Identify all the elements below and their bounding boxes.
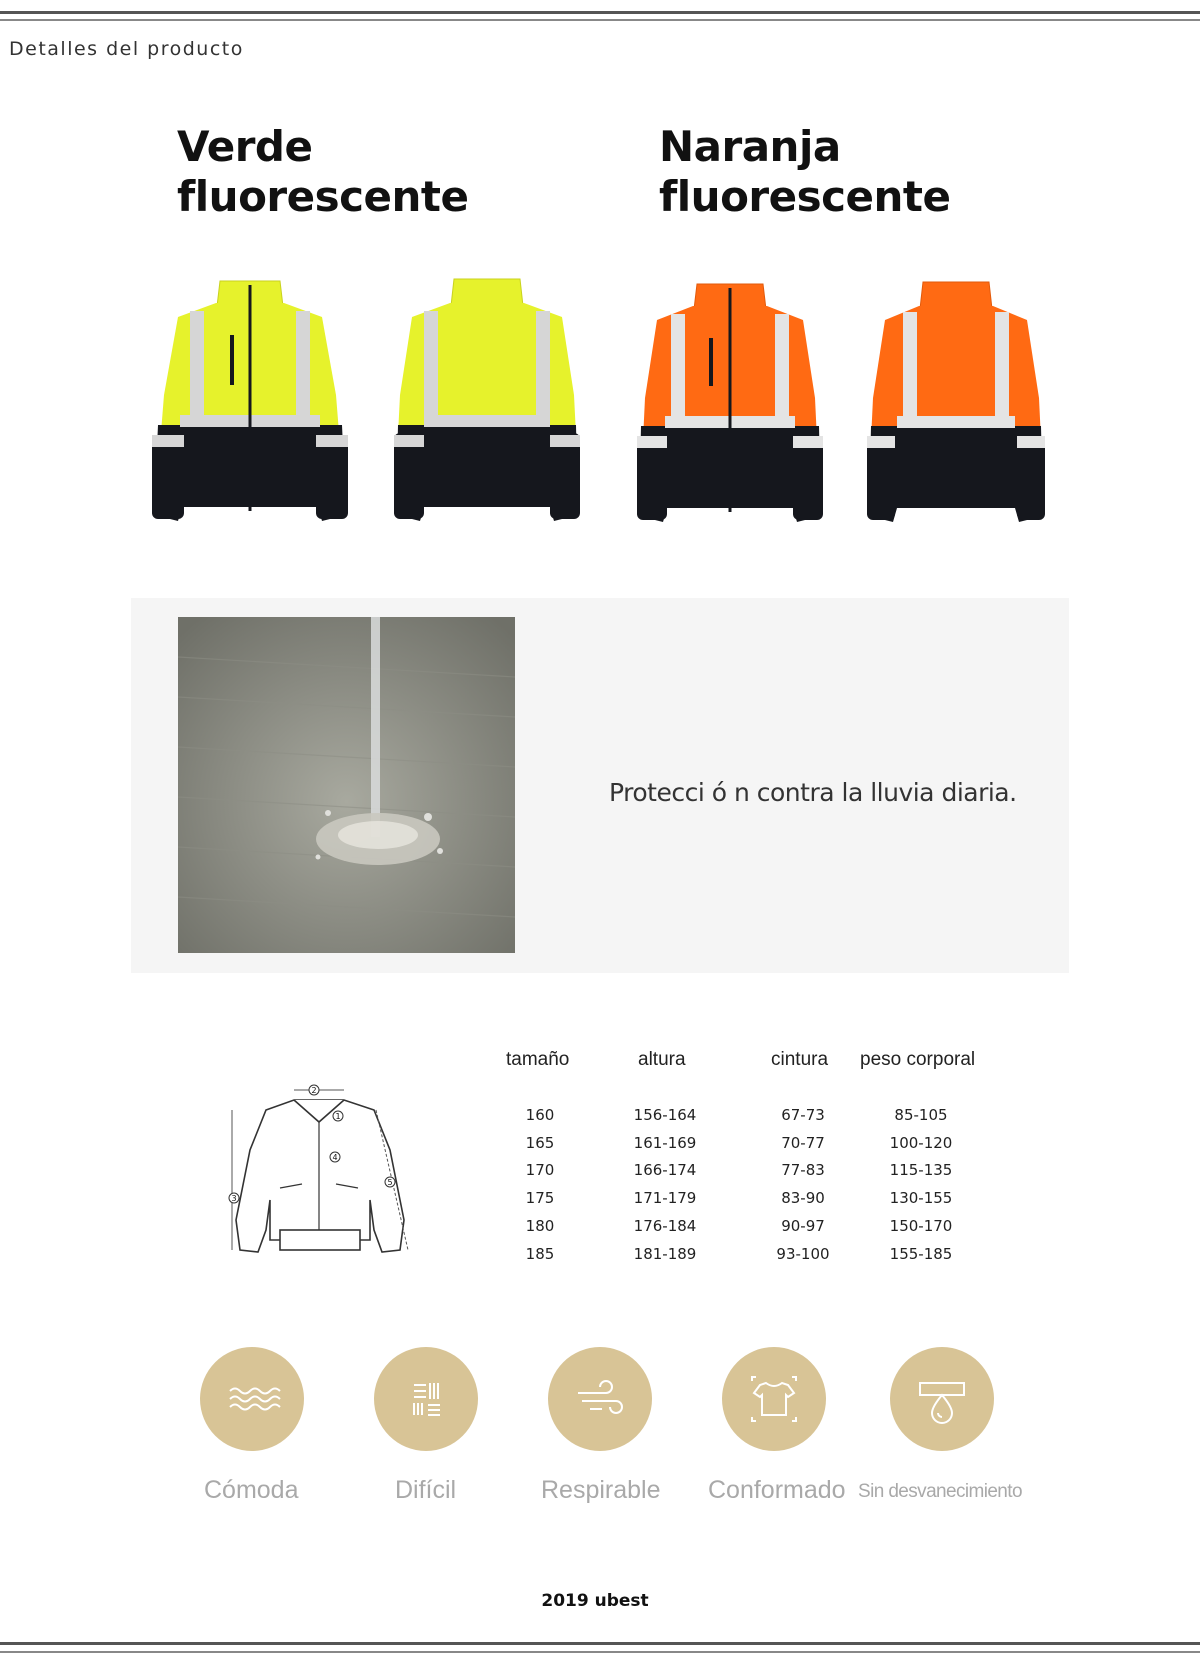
- wind-icon: [548, 1347, 652, 1451]
- feature-label-comfortable: Cómoda: [204, 1476, 299, 1504]
- bottom-rule: [0, 1642, 1200, 1645]
- waist-cell: 70-77: [781, 1134, 825, 1152]
- waist-cell: 93-100: [776, 1245, 830, 1263]
- height-cell: 181-189: [633, 1245, 697, 1263]
- top-rule-thin: [0, 19, 1200, 21]
- green-jacket-back-image: [392, 275, 582, 535]
- water-drop-icon: [890, 1347, 994, 1451]
- size-cell: 160: [525, 1106, 555, 1124]
- diagram-marker-1-label: 1: [335, 1112, 341, 1121]
- fabric-grid-icon: [374, 1347, 478, 1451]
- variant-title-orange: [659, 122, 950, 222]
- height-cell: 156-164: [633, 1106, 697, 1124]
- waves-icon: [200, 1347, 304, 1451]
- water-repellent-fabric-image: [178, 617, 515, 953]
- footer-copyright: 2019 ubest: [541, 1591, 649, 1611]
- size-cell: 175: [525, 1189, 555, 1207]
- feature-label-breathable: Respirable: [541, 1476, 661, 1504]
- waist-cell: 90-97: [781, 1217, 825, 1235]
- weight-cell: 155-185: [889, 1245, 953, 1263]
- diagram-marker-2-label: 2: [311, 1086, 317, 1095]
- variant-title-orange-line1: Naranja: [659, 122, 841, 171]
- weight-cell: 85-105: [894, 1106, 948, 1124]
- size-cell: 185: [525, 1245, 555, 1263]
- height-cell: 171-179: [633, 1189, 697, 1207]
- variant-title-green-line1: Verde: [177, 122, 313, 171]
- size-cell: 165: [525, 1134, 555, 1152]
- feature-no-fading: [890, 1347, 994, 1451]
- weight-cell: 130-155: [889, 1189, 953, 1207]
- feature-label-tough: Difícil: [395, 1476, 457, 1504]
- rain-protection-text: Protecci ó n contra la lluvia diaria.: [609, 778, 1017, 807]
- diagram-marker-5-label: 5: [387, 1178, 393, 1187]
- size-table-header-size: tamaño: [506, 1049, 570, 1070]
- height-cell: 161-169: [633, 1134, 697, 1152]
- size-table-header-waist: cintura: [771, 1049, 829, 1070]
- diagram-marker-4-label: 4: [332, 1153, 338, 1162]
- variant-title-orange-line2: fluorescente: [659, 172, 951, 221]
- green-jacket-front-image: [150, 275, 350, 535]
- orange-jacket-front-image: [635, 280, 825, 536]
- weight-cell: 150-170: [889, 1217, 953, 1235]
- orange-jacket-back-image: [867, 280, 1045, 536]
- waist-cell: 83-90: [781, 1189, 825, 1207]
- weight-cell: 115-135: [889, 1161, 953, 1179]
- size-table-header-weight: peso corporal: [860, 1049, 976, 1070]
- size-cell: 180: [525, 1217, 555, 1235]
- feature-label-no-fading: Sin desvanecimiento: [858, 1481, 1022, 1502]
- diagram-marker-3-label: 3: [231, 1194, 237, 1203]
- feature-label-fitted: Conformado: [708, 1476, 846, 1504]
- bottom-rule-thin: [0, 1651, 1200, 1653]
- top-rule: [0, 11, 1200, 14]
- size-table-header-height: altura: [638, 1049, 686, 1070]
- feature-breathable: [548, 1347, 652, 1451]
- feature-tough: [374, 1347, 478, 1451]
- weight-cell: 100-120: [889, 1134, 953, 1152]
- size-cell: 170: [525, 1161, 555, 1179]
- page-section-title: Detalles del producto: [9, 38, 244, 60]
- shirt-icon: [722, 1347, 826, 1451]
- feature-comfortable: [200, 1347, 304, 1451]
- waist-cell: 67-73: [781, 1106, 825, 1124]
- waist-cell: 77-83: [781, 1161, 825, 1179]
- height-cell: 176-184: [633, 1217, 697, 1235]
- feature-fitted: [722, 1347, 826, 1451]
- variant-title-green: [177, 122, 468, 222]
- height-cell: 166-174: [633, 1161, 697, 1179]
- jacket-measurement-diagram: [224, 1080, 414, 1260]
- variant-title-green-line2: fluorescente: [177, 172, 469, 221]
